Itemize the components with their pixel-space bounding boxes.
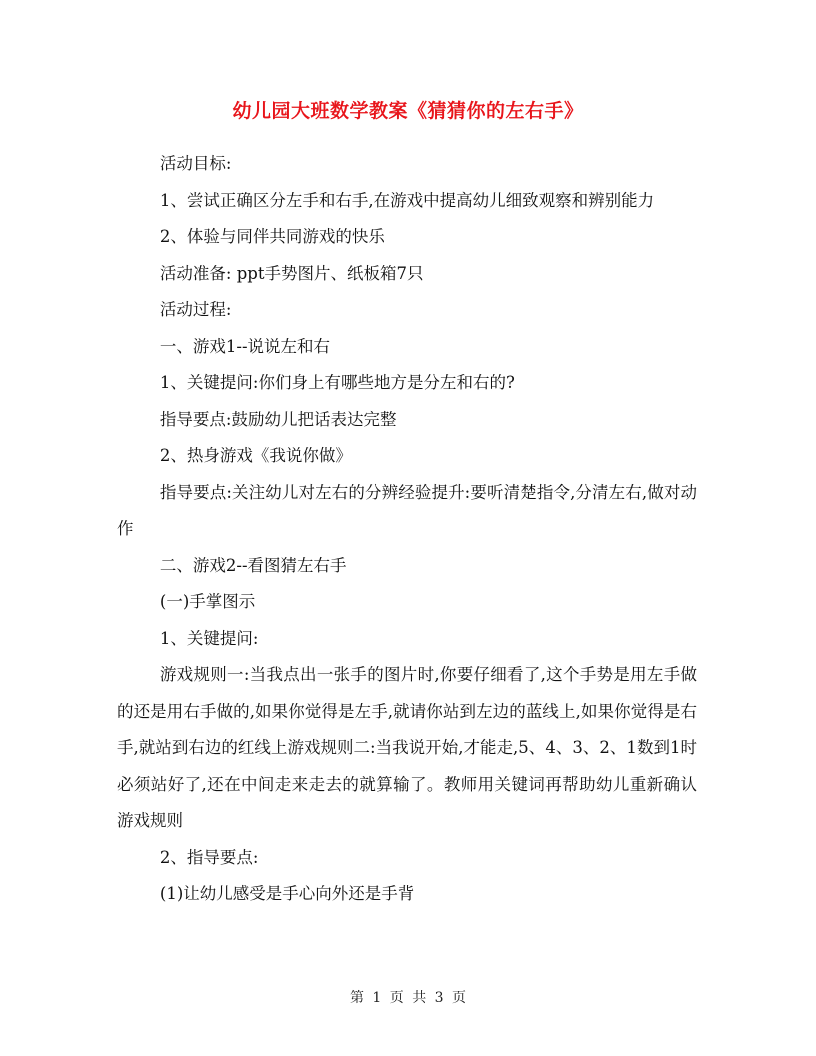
paragraph: 1、关键提问:	[159, 628, 259, 648]
footer-prefix: 第	[349, 990, 364, 1006]
paragraph: 2、指导要点:	[159, 847, 259, 867]
paragraph: 游戏规则一:当我点出一张手的图片时,你要仔细看了,这个手势是用左手做的还是用右手做的,如果你觉得是左手,就请你站到左边的蓝线上,如果你觉得是右手,就站到右边的红线上游戏规则二:当我说开始,才能走,5、4、3、2、1数到1时必须站好了,还在中间走来走去的就算输了。教师用关键词再帮助幼儿重新确认游戏规则	[117, 665, 697, 830]
paragraph: 一、游戏1--说说左和右	[159, 336, 331, 356]
footer-current-page: 1	[372, 990, 382, 1006]
footer-page-word: 页	[389, 990, 404, 1006]
paragraph: 1、尝试正确区分左手和右手,在游戏中提高幼儿细致观察和辨别能力	[159, 190, 655, 210]
page-footer	[0, 987, 816, 1007]
paragraph: (一)手掌图示	[159, 592, 256, 611]
paragraph: 活动过程:	[159, 300, 232, 319]
paragraph: 1、关键提问:你们身上有哪些地方是分左和右的?	[159, 373, 515, 392]
paragraph: 指导要点:鼓励幼儿把话表达完整	[159, 409, 397, 429]
paragraph: 2、体验与同伴共同游戏的快乐	[159, 227, 385, 246]
paragraph: 2、热身游戏《我说你做》	[159, 446, 352, 465]
footer-total-prefix: 共	[412, 990, 427, 1006]
paragraph: 指导要点:关注幼儿对左右的分辨经验提升:要听清楚指令,分清左右,做对动作	[117, 482, 697, 538]
document-body	[117, 146, 697, 913]
paragraph: 活动目标:	[159, 154, 232, 173]
paragraph: 二、游戏2--看图猜左右手	[159, 555, 347, 575]
document-title: 幼儿园大班数学教案《猜猜你的左右手》	[232, 100, 584, 122]
footer-total-pages: 3	[434, 990, 444, 1006]
paragraph: (1)让幼儿感受是手心向外还是手背	[159, 884, 415, 903]
paragraph: 活动准备: ppt手势图片、纸板箱7只	[159, 263, 424, 283]
footer-suffix: 页	[452, 990, 467, 1006]
